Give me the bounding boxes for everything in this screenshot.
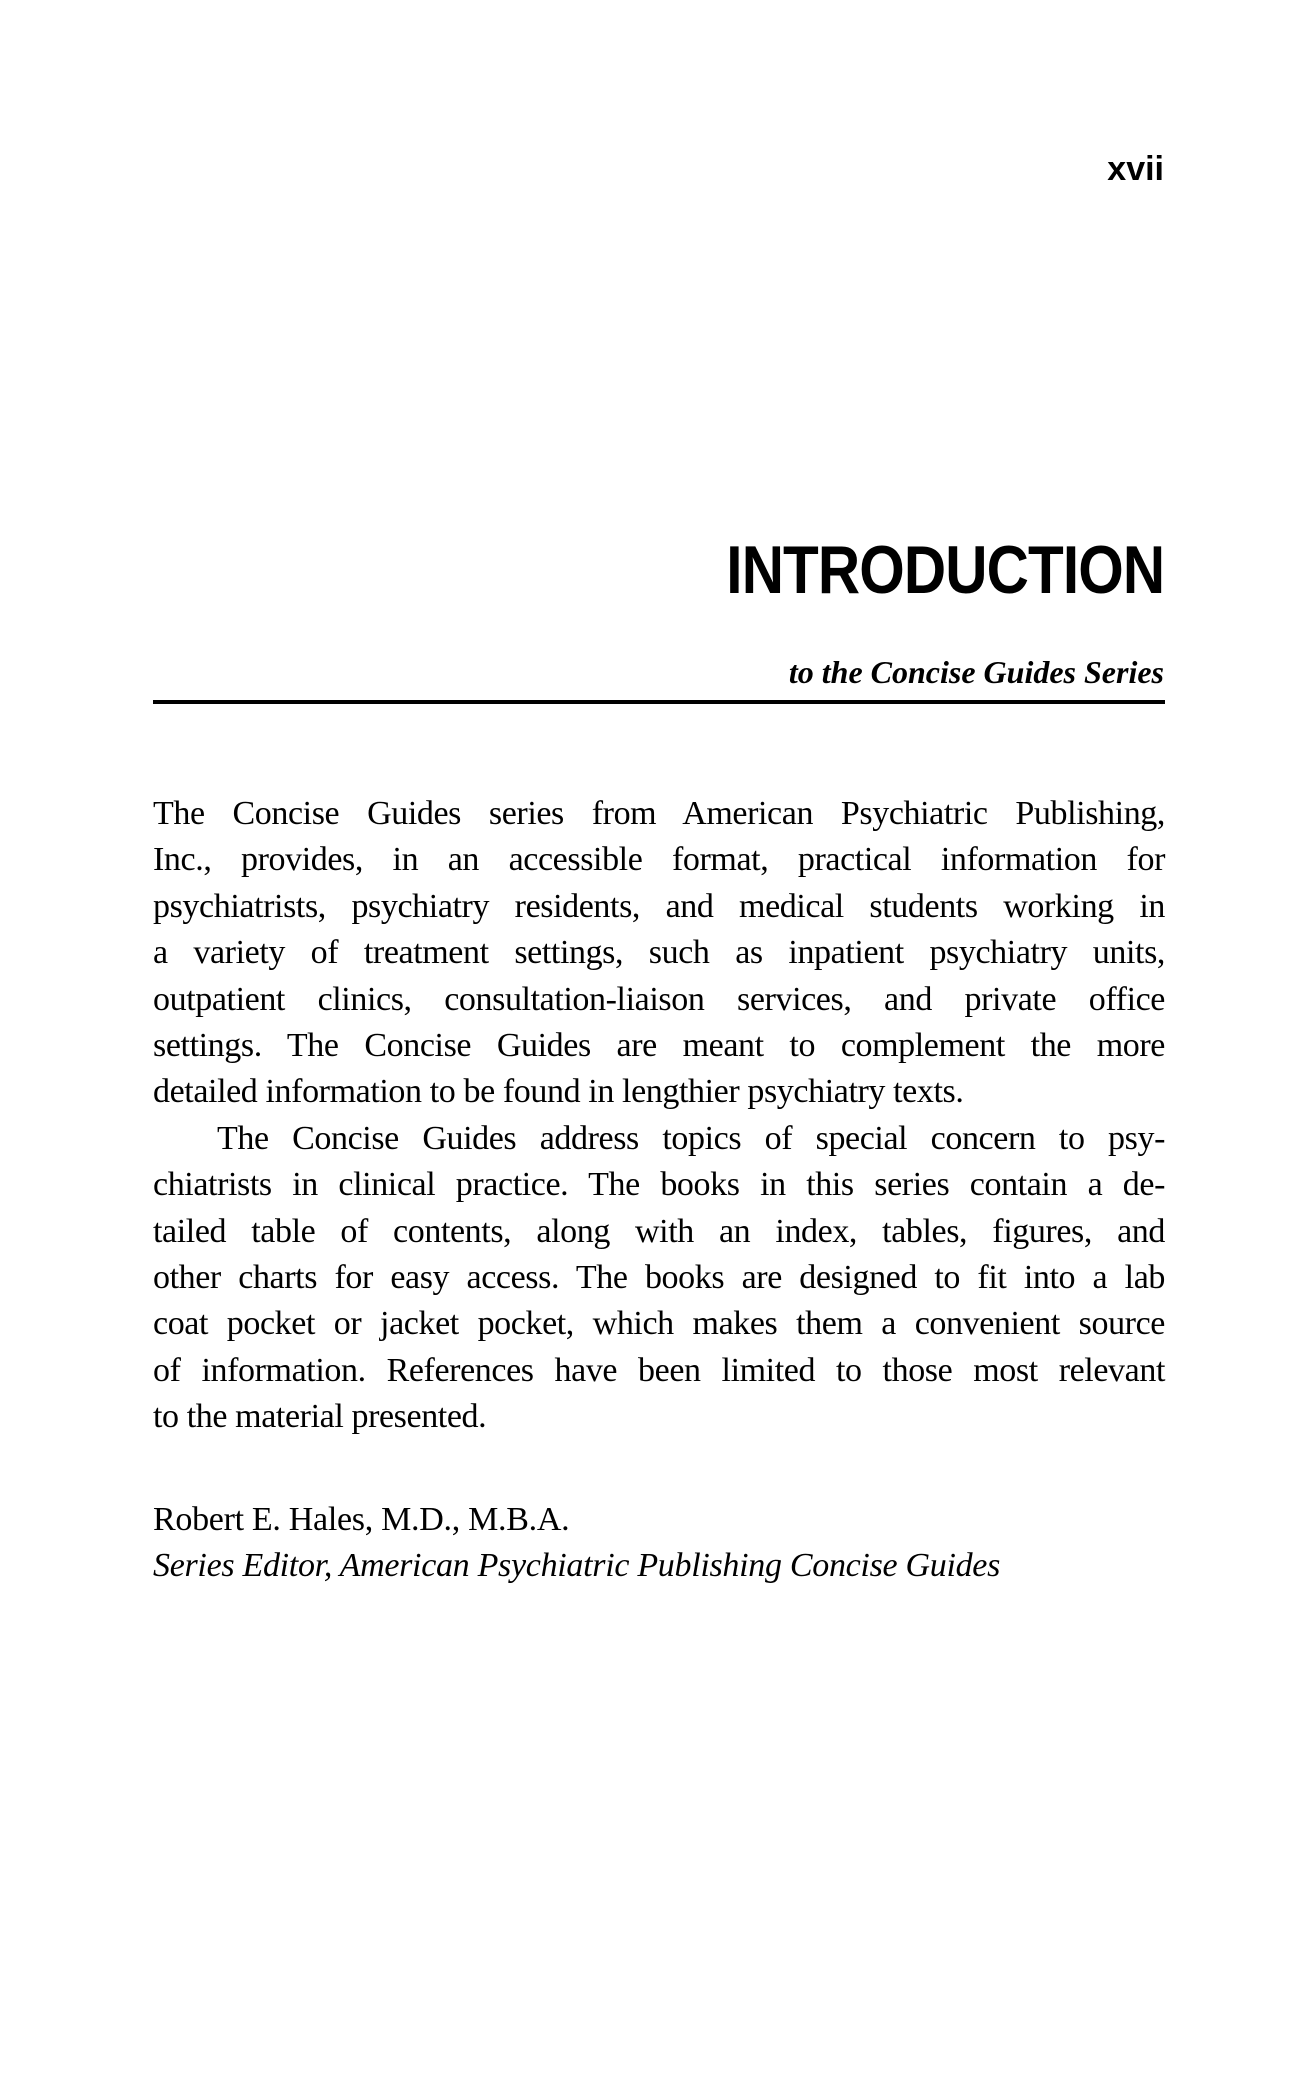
page-subtitle: to the Concise Guides Series [788, 654, 1164, 690]
text-line: to the material presented. [153, 1398, 487, 1436]
signature-role: Series Editor, American Psychiatric Publishing Concise Guides [153, 1547, 1001, 1585]
text-line: outpatient clinics, consultation-liaison services, and private office [153, 980, 1165, 1018]
text-line: a variety of treatment settings, such as inpatient psychiatry units, [153, 934, 1165, 972]
text-line: of information. References have been limited to those most relevant [153, 1351, 1165, 1389]
text-line: other charts for easy access. The books are designed to fit into a lab [153, 1259, 1165, 1297]
text-line: chiatrists in clinical practice. The books in this series contain a de- [153, 1166, 1165, 1204]
page-number: xvii [1107, 150, 1164, 188]
text-line: The Concise Guides address topics of special concern to psy- [217, 1119, 1165, 1157]
text-line: The Concise Guides series from American Psychiatric Publishing, [153, 795, 1165, 832]
signature-block [153, 1497, 1000, 1590]
text-line: coat pocket or jacket pocket, which makes them a convenient source [153, 1305, 1165, 1343]
text-line: Inc., provides, in an accessible format, practical information for [153, 841, 1165, 879]
page-title: INTRODUCTION [726, 532, 1164, 608]
text-line: psychiatrists, psychiatry residents, and medical students working in [153, 887, 1165, 925]
paragraph-1 [153, 791, 1165, 1116]
body-text [153, 791, 1165, 1441]
title-rule-divider [153, 700, 1165, 704]
signature-name: Robert E. Hales, M.D., M.B.A. [153, 1501, 570, 1538]
text-line: settings. The Concise Guides are meant to complement the more [153, 1027, 1165, 1065]
text-line: tailed table of contents, along with an index, tables, figures, and [153, 1212, 1165, 1250]
text-line: detailed information to be found in lengthier psychiatry texts. [153, 1073, 964, 1111]
paragraph-2 [153, 1116, 1165, 1441]
